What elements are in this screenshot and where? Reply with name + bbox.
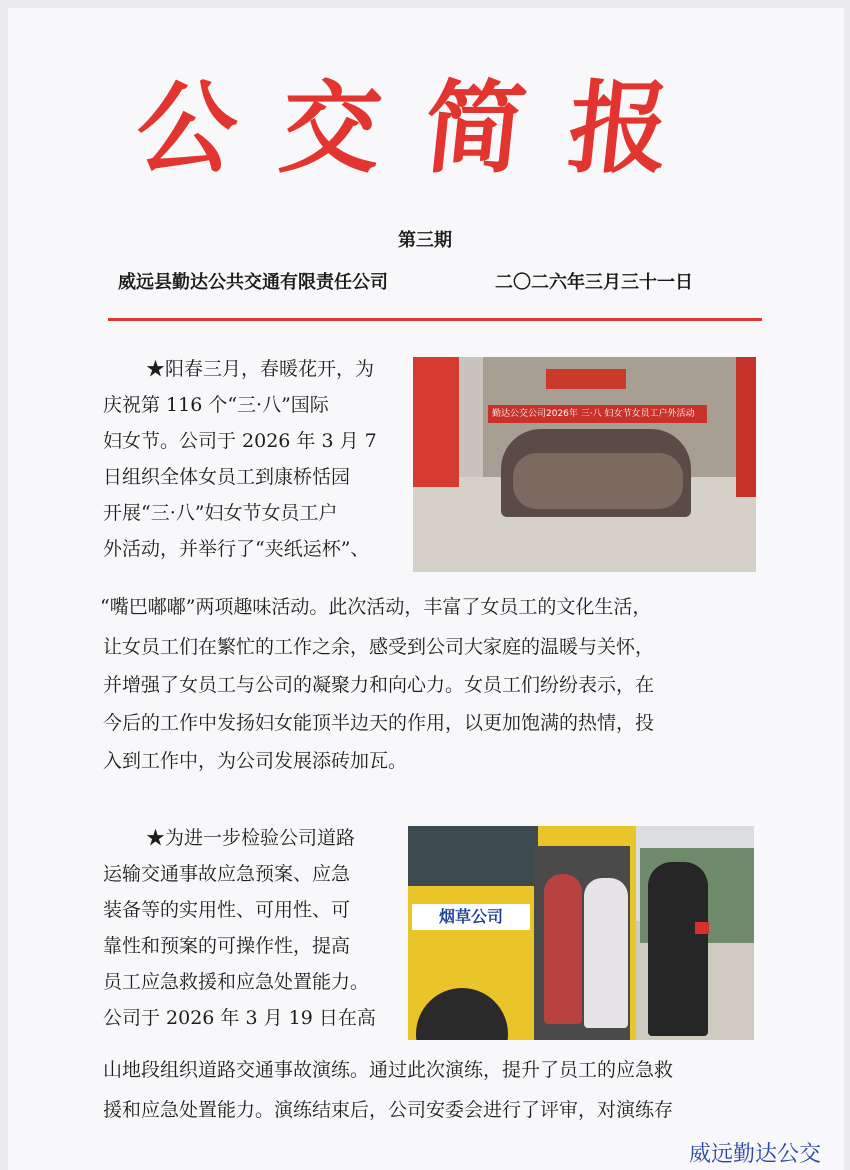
article-line: 公司于 2026 年 3 月 19 日在高 [103,1007,376,1029]
article-line: 今后的工作中发扬妇女能顶半边天的作用，以更加饱满的热情，投 [103,712,655,734]
watermark-text: 威远勤达公交 [689,1140,821,1170]
article-line: 员工应急救援和应急处置能力。 [103,971,370,993]
article-line: 开展“三·八”妇女节女员工户 [103,502,338,524]
article-line: ★为进一步检验公司道路 [146,827,356,849]
emergency-drill-photo [408,826,754,1040]
article-line: 运输交通事故应急预案、应急 [103,863,351,885]
article-line: 靠性和预案的可操作性，提高 [103,935,351,957]
article-line: 让女员工们在繁忙的工作之余，感受到公司大家庭的温暖与关怀， [103,636,655,658]
bus-destination-sign: 烟草公司 [412,904,530,930]
issue-number: 第三期 [398,230,452,251]
article-line: 外活动，并举行了“夹纸运杯”、 [103,538,370,560]
article-line: 援和应急处置能力。演练结束后，公司安委会进行了评审，对演练存 [103,1099,674,1121]
article-line: 装备等的实用性、可用性、可 [103,899,351,921]
article-line: 山地段组织道路交通事故演练。通过此次演练，提升了员工的应急救 [103,1059,674,1081]
masthead-title: 公交简报 [130,69,720,187]
article-line: ★阳春三月，春暖花开，为 [146,358,375,380]
issue-date: 二〇二六年三月三十一日 [495,272,693,293]
article-line: 日组织全体女员工到康桥恬园 [103,466,351,488]
company-name: 威远县勤达公共交通有限责任公司 [118,272,388,293]
photo-banner-text: 勤达公交公司2026年 三·八 妇女节女员工户外活动 [488,405,707,423]
article-line: 庆祝第 116 个“三·八”国际 [103,394,329,416]
article-line: 并增强了女员工与公司的凝聚力和向心力。女员工们纷纷表示，在 [103,674,655,696]
article-line: 入到工作中，为公司发展添砖加瓦。 [103,750,408,772]
article-line: 妇女节。公司于 2026 年 3 月 7 [103,430,377,452]
article-line: “嘴巴嘟嘟”两项趣味活动。此次活动，丰富了女员工的文化生活， [100,596,652,618]
header-divider [108,318,762,321]
womens-day-group-photo [413,357,756,572]
